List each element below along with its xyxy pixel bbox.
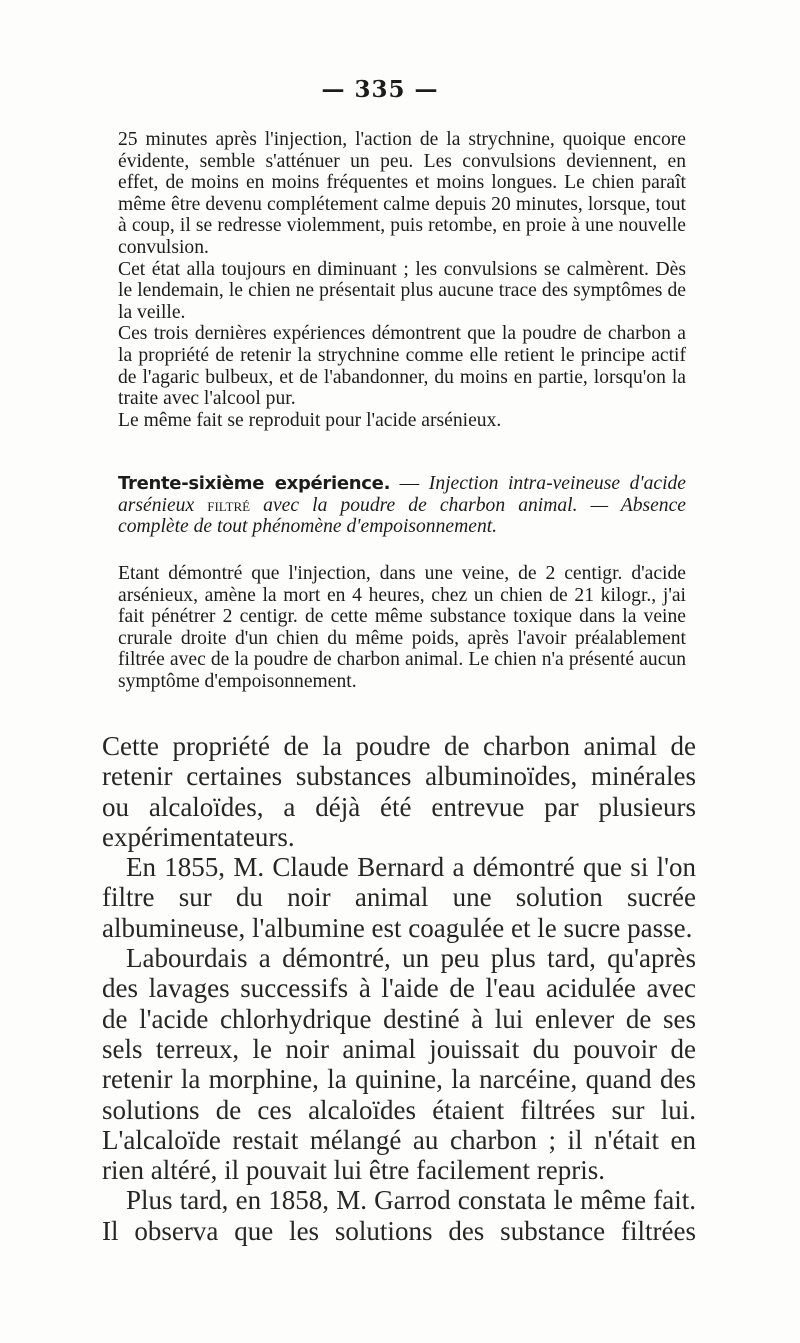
paragraph-garrod: Plus tard, en 1858, M. Garrod constata le même fait. Il observa que les solutions des substance filtrées — [102, 1185, 696, 1246]
paragraph-claude-bernard: En 1855, M. Claude Bernard a démontré que si l'on filtre sur du noir animal une solution sucrée albumineuse, l'albumine est coagulée et le sucre passe. — [102, 852, 696, 943]
experiment-heading-text — [118, 473, 686, 538]
paragraph-conclusion: Ces trois dernières expériences démontrent que la poudre de charbon a la propriété de retenir la strychnine comme elle retient le principe actif de l'agaric bulbeux, et de l'abandonner, du moins en partie, lorsqu'on la traite avec l'alcool pur. — [118, 323, 686, 410]
experiment-dash: — — [390, 473, 429, 494]
paragraph-arsenic-experiment: Etant démontré que l'injection, dans une veine, de 2 centigr. d'acide arsénieux, amène la mort en 4 heures, chez un chien de 21 kilogr., j'ai fait pénétrer 2 centigr. de cette même substance toxique dans la veine crurale droite d'un chien du même poids, après l'avoir préalablement filtrée avec de la poudre de charbon animal. Le chien n'a présenté aucun symptôme d'empoisonnement. — [118, 563, 686, 692]
experiment-body — [118, 563, 686, 693]
experiment-title: Trente-sixième expérience. — [118, 473, 391, 494]
experiment-description-a: Injection intra-veineuse d'acide arsénieux — [118, 473, 687, 516]
page-number: — 335 — — [321, 76, 439, 103]
paragraph-arsenic-note: Le même fait se reproduit pour l'acide arsénieux. — [118, 409, 502, 431]
main-text — [102, 731, 696, 1246]
paragraph-labourdais: Labourdais a démontré, un peu plus tard, qu'après des lavages successifs à l'aide de l'eau acidulée avec de l'acide chlorhydrique destiné à lui enlever de ses sels terreux, le noir animal jouissait du pouvoir de retenir la morphine, la quinine, la narcéine, quand des solutions de ces alcaloïdes étaient filtrées sur lui. L'alcaloïde restait mélangé au charbon ; il n'était en rien altéré, il pouvait lui être facilement repris. — [102, 943, 696, 1186]
paragraph-convulsions: Cet état alla toujours en diminuant ; les convulsions se calmèrent. Dès le lendemain, le chien ne présentait plus aucune trace des symptômes de la veille. — [118, 258, 686, 323]
experiment-heading — [118, 473, 686, 538]
experiment-filtre: filtré — [207, 494, 251, 515]
paragraph-charcoal-property: Cette propriété de la poudre de charbon animal de retenir certaines substances albuminoïdes, minérales ou alcaloïdes, a déjà été entrevue par plusieurs expérimentateurs. — [102, 731, 696, 852]
paragraph-strychnine-effect: 25 minutes après l'injection, l'action de la strychnine, quoique encore évidente, semble s'atténuer un peu. Les convulsions deviennent, en effet, de moins en moins fréquentes et moins longues. Le chien paraît même être devenu complétement calme depuis 20 minutes, lorsque, tout à coup, il se redresse violemment, puis retombe, en proie à une nouvelle convulsion. — [118, 129, 686, 258]
experiment-description-b: avec la poudre de charbon animal. — Absence complète de tout phénomène d'empoisonnement. — [118, 494, 686, 538]
experiment-notes — [118, 129, 686, 431]
